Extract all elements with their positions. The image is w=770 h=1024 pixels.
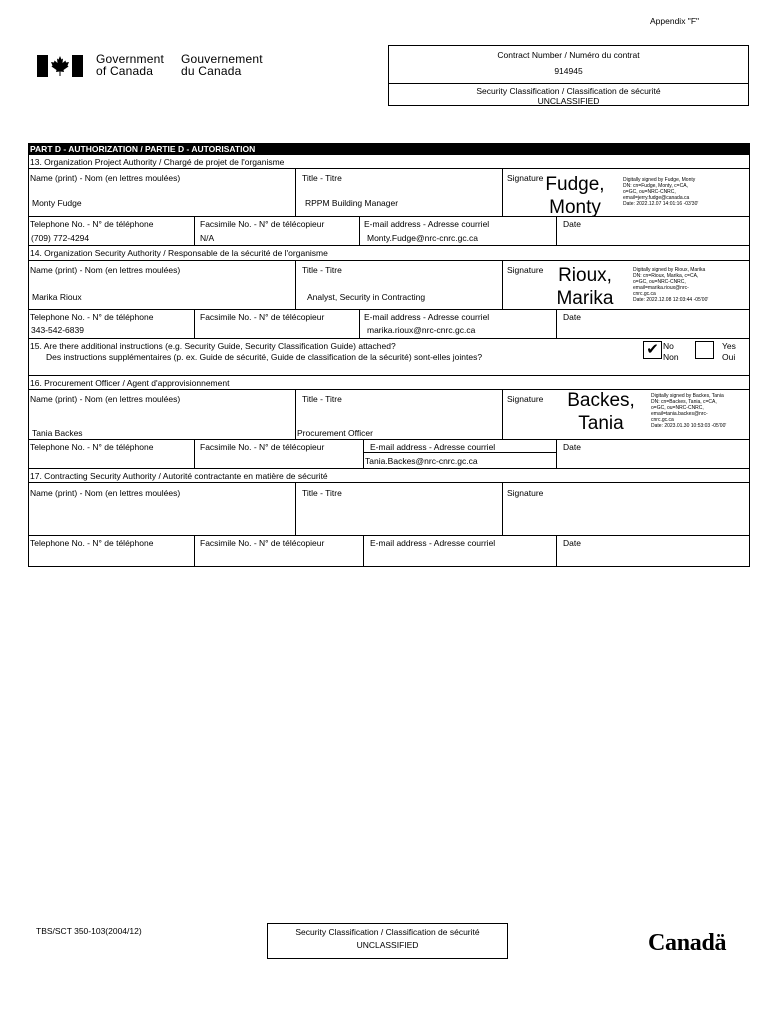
s14-title-value: Analyst, Security in Contracting (307, 292, 426, 302)
s14-email-value: marika.rioux@nrc-cnrc.gc.ca (367, 325, 476, 335)
s13-telephone-value: (709) 772-4294 (31, 233, 90, 243)
s17-date-label: Date (563, 538, 581, 548)
section-15-question-en: 15. Are there additional instructions (e.g. Security Guide, Security Classification Guide) attached? (30, 341, 396, 351)
s14-name-label: Name (print) - Nom (en lettres moulées) (30, 265, 181, 275)
s13-name-value: Monty Fudge (32, 198, 82, 208)
s16-telephone-label: Telephone No. - N° de téléphone (30, 442, 154, 452)
s16-date-label: Date (563, 442, 581, 452)
s17-signature-label: Signature (507, 488, 544, 498)
footer-classification-value: UNCLASSIFIED (356, 940, 419, 950)
government-logo (37, 53, 277, 83)
yes-label-fr: Oui (722, 352, 736, 362)
s16-signature: Backes, Tania (567, 390, 635, 434)
s17-email-label: E-mail address - Adresse courriel (370, 538, 496, 548)
classification-label: Security Classification / Classification de sécurité (476, 86, 661, 96)
no-label-fr: Non (663, 352, 679, 362)
yes-checkbox[interactable] (695, 341, 714, 359)
government-name-fr: Gouvernement du Canada (181, 52, 263, 78)
s14-facsimile-label: Facsimile No. - N° de télécopieur (200, 312, 325, 322)
s13-facsimile-value: N/A (200, 233, 215, 243)
s13-facsimile-label: Facsimile No. - N° de télécopieur (200, 219, 325, 229)
contract-number-label: Contract Number / Numéro du contrat (497, 50, 640, 60)
s16-title-value: Procurement Officer (297, 428, 373, 438)
s16-email-label: E-mail address - Adresse courriel (370, 442, 496, 452)
no-checkbox[interactable]: ✔ (643, 341, 662, 359)
s16-facsimile-label: Facsimile No. - N° de télécopieur (200, 442, 325, 452)
s16-email-value: Tania.Backes@nrc-cnrc.gc.ca (365, 456, 478, 466)
yes-label-en: Yes (722, 341, 736, 351)
s13-email-label: E-mail address - Adresse courriel (364, 219, 490, 229)
canada-wordmark: Canadä (648, 930, 727, 956)
contract-info-box (388, 45, 749, 106)
authorization-form (28, 143, 750, 567)
appendix-label: Appendix "F" (650, 16, 700, 26)
s13-title-label: Title - Titre (302, 173, 342, 183)
s13-email-value: Monty.Fudge@nrc-cnrc.gc.ca (367, 233, 478, 243)
s14-title-label: Title - Titre (302, 265, 342, 275)
s14-signature: Rioux, Marika (556, 265, 614, 309)
s14-signature-details: Digitally signed by Rioux, Marika DN: cn=Rioux, Marika, c=CA, o=GC, ou=NRC-CNRC, email=marika.rioux@nrc- cnrc.gc.ca Date: 2022.12.08 12:03:44 -05'00' (633, 267, 709, 303)
contract-number: 914945 (554, 66, 583, 76)
s17-name-label: Name (print) - Nom (en lettres moulées) (30, 488, 181, 498)
section-17-heading: 17. Contracting Security Authority / Autorité contractante en matière de sécurité (30, 471, 328, 481)
s16-signature-details: Digitally signed by Backes, Tania DN: cn=Backes, Tania, c=CA, o=GC, ou=NRC-CNRC, email=tania.backes@nrc- cnrc.gc.ca Date: 2023.01.30 10:53:03 -05'00' (651, 393, 727, 429)
s17-title-label: Title - Titre (302, 488, 342, 498)
section-14-heading: 14. Organization Security Authority / Responsable de la sécurité de l'organisme (30, 248, 328, 258)
s14-signature-label: Signature (507, 265, 544, 275)
footer-classification-label: Security Classification / Classification de sécurité (295, 927, 480, 937)
footer-classification-box (267, 923, 508, 959)
s14-telephone-value: 343-542-6839 (31, 325, 84, 335)
s13-date-label: Date (563, 219, 581, 229)
s14-name-value: Marika Rioux (32, 292, 82, 302)
government-name-en: Government of Canada (96, 52, 165, 78)
s13-signature-details: Digitally signed by Fudge, Monty DN: cn=Fudge, Monty, c=CA, o=GC, ou=NRC-CNRC, email=jerry.fudge@canada.ca Date: 2022.12.07 14:01:16 -03'30' (623, 177, 699, 207)
classification-value: UNCLASSIFIED (537, 96, 600, 106)
s14-email-label: E-mail address - Adresse courriel (364, 312, 490, 322)
s13-name-label: Name (print) - Nom (en lettres moulées) (30, 173, 181, 183)
s17-facsimile-label: Facsimile No. - N° de télécopieur (200, 538, 325, 548)
canada-flag-icon (37, 55, 83, 77)
s13-title-value: RPPM Building Manager (305, 198, 399, 208)
part-d-header: PART D - AUTHORIZATION / PARTIE D - AUTORISATION (29, 144, 749, 155)
s16-name-value: Tania Backes (32, 428, 83, 438)
s14-date-label: Date (563, 312, 581, 322)
s13-telephone-label: Telephone No. - N° de téléphone (30, 219, 154, 229)
form-number: TBS/SCT 350-103(2004/12) (36, 926, 142, 936)
s16-signature-label: Signature (507, 394, 544, 404)
s13-signature: Fudge, Monty (545, 174, 605, 218)
s17-telephone-label: Telephone No. - N° de téléphone (30, 538, 154, 548)
s14-telephone-label: Telephone No. - N° de téléphone (30, 312, 154, 322)
s16-name-label: Name (print) - Nom (en lettres moulées) (30, 394, 181, 404)
no-label-en: No (663, 341, 674, 351)
section-13-heading: 13. Organization Project Authority / Chargé de projet de l'organisme (30, 157, 285, 167)
section-15-question-fr: Des instructions supplémentaires (p. ex. Guide de sécurité, Guide de classification de la sécurité) sont-elles jointes? (46, 352, 483, 362)
s16-title-label: Title - Titre (302, 394, 342, 404)
section-16-heading: 16. Procurement Officer / Agent d'approvisionnement (30, 378, 230, 388)
s13-signature-label: Signature (507, 173, 544, 183)
